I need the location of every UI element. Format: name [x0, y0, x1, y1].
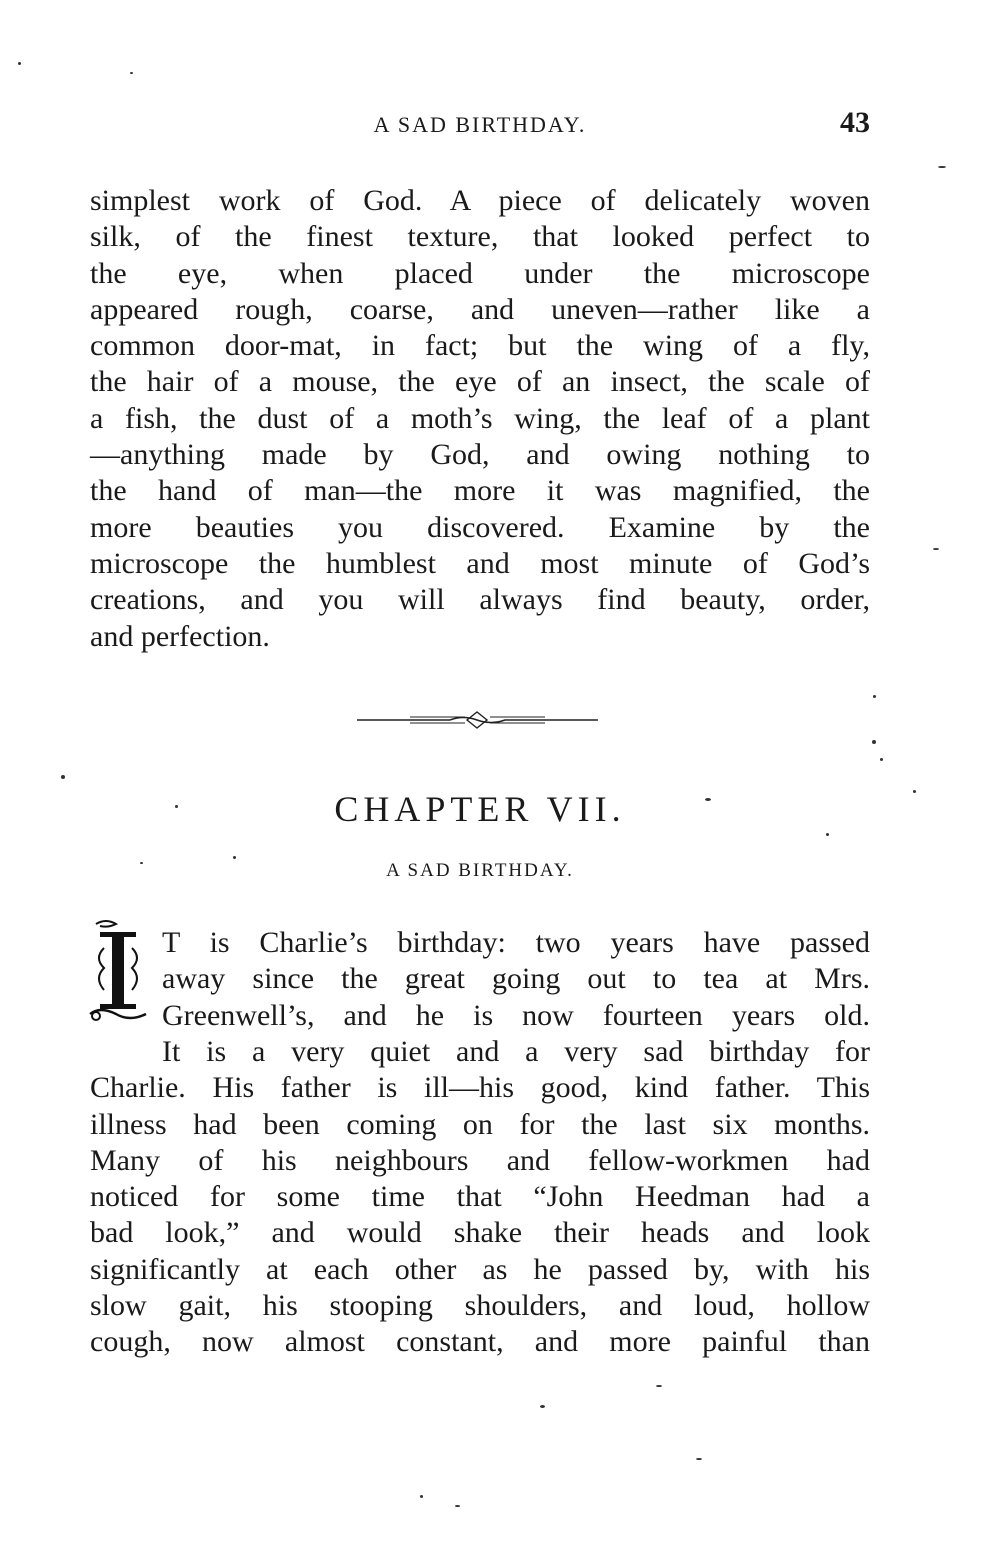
scan-speck	[420, 1495, 423, 1498]
drop-cap	[86, 918, 156, 1026]
scan-speck	[61, 775, 65, 779]
scan-speck	[540, 1405, 545, 1408]
text-line: illness had been coming on for the last six months.	[90, 1107, 870, 1141]
scan-speck	[455, 1505, 460, 1507]
chapter-title: CHAPTER VII.	[334, 789, 626, 829]
scan-speck	[656, 1385, 662, 1387]
text-line: microscope the humblest and most minute of God’s	[90, 546, 870, 580]
text-line: more beauties you discovered. Examine by the	[90, 510, 870, 544]
text-line: simplest work of God. A piece of delicately woven	[90, 184, 870, 217]
text-line: Greenwell’s, and he is now fourteen years old.	[162, 998, 870, 1032]
text-line: significantly at each other as he passed by, with his	[90, 1252, 870, 1286]
text-line: the hair of a mouse, the eye of an insect, the scale of	[90, 365, 870, 399]
text-line: Many of his neighbours and fellow-workmen had	[90, 1143, 870, 1177]
scan-speck	[175, 805, 178, 808]
running-title: A SAD BIRTHDAY.	[373, 112, 587, 137]
scan-speck	[696, 1458, 702, 1460]
section-divider-ornament	[355, 708, 600, 732]
text-line: cough, now almost constant, and more painful than	[90, 1325, 870, 1359]
previous-section-paragraph	[90, 183, 870, 655]
text-line: common door-mat, in fact; but the wing of a fly,	[90, 329, 870, 363]
scan-speck	[18, 62, 21, 65]
chapter-opening-lines	[162, 925, 870, 1034]
drop-cap-letter	[86, 918, 156, 1026]
scan-speck	[872, 740, 876, 744]
text-line: the hand of man—the more it was magnified, the	[90, 474, 870, 508]
scan-speck	[873, 695, 876, 698]
scan-speck	[705, 798, 711, 801]
text-line: creations, and you will always find beauty, order,	[90, 583, 870, 617]
chapter-subtitle: A SAD BIRTHDAY.	[386, 860, 574, 881]
chapter-paragraph	[90, 1034, 870, 1361]
scan-speck	[130, 72, 133, 74]
text-line: appeared rough, coarse, and uneven—rather like a	[90, 292, 870, 326]
text-line: the eye, when placed under the microscope	[90, 256, 870, 290]
scan-speck	[913, 790, 916, 793]
scan-speck	[933, 548, 939, 550]
text-line: noticed for some time that “John Heedman had a	[90, 1180, 870, 1214]
scan-speck	[938, 166, 946, 168]
text-line: a fish, the dust of a moth’s wing, the leaf of a plant	[90, 401, 870, 435]
text-line: and perfection.	[90, 619, 270, 653]
text-line: It is a very quiet and a very sad birthday for	[162, 1035, 870, 1068]
text-line: away since the great going out to tea at Mrs.	[162, 962, 870, 996]
text-line: bad look,” and would shake their heads and look	[90, 1216, 870, 1250]
scan-speck	[880, 758, 883, 761]
scan-speck	[233, 856, 236, 859]
text-line: T is Charlie’s birthday: two years have passed	[162, 926, 870, 959]
page-number: 43	[840, 106, 870, 139]
scan-speck	[826, 833, 829, 836]
text-line: slow gait, his stooping shoulders, and loud, hollow	[90, 1289, 870, 1323]
text-line: Charlie. His father is ill—his good, kind father. This	[90, 1071, 870, 1105]
scan-speck	[140, 862, 143, 864]
text-line: silk, of the finest texture, that looked perfect to	[90, 220, 870, 254]
text-line: —anything made by God, and owing nothing to	[90, 438, 870, 472]
